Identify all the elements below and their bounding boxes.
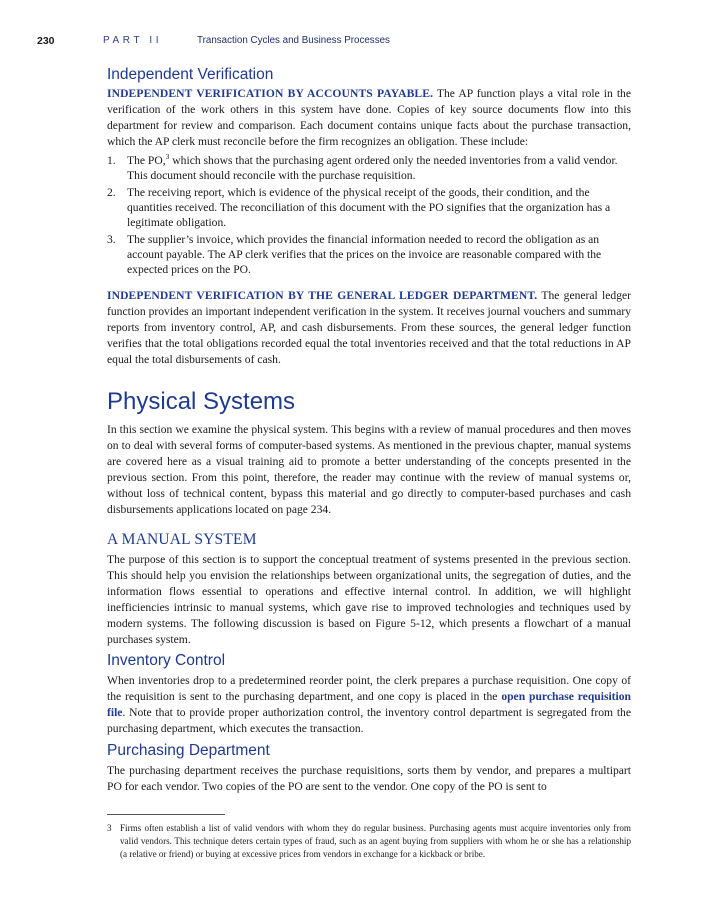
gl-verification-paragraph [107, 288, 631, 368]
independent-verification-section [107, 66, 631, 150]
gl-verification-block [107, 288, 631, 368]
verification-documents-list [107, 153, 631, 279]
section-heading-manual-system: A MANUAL SYSTEM [107, 531, 257, 548]
list-item: 2. The receiving report, which is evidence of the physical receipt of the goods, their condition, and the quantities received. The reconciliation of this document with the PO signifies that the organization has a legitimate obligation. [107, 186, 611, 229]
ap-verification-paragraph [107, 86, 631, 150]
footnote-text: Firms often establish a list of valid vendors with whom they do regular business. Purchasing agents must acquire inventories only from valid vendors. This technique deters certain types of fraud, such as an agent buying from suppliers with whom he or she has a relationship (a relative or friend) or buying at excessive prices from vendors in exchange for a kickback or bribe. [120, 823, 631, 859]
part-label: PART II [103, 35, 163, 46]
section-heading-purchasing-department: Purchasing Department [107, 742, 270, 759]
section-heading-inventory-control: Inventory Control [107, 652, 226, 669]
purchasing-department-paragraph: The purchasing department receives the purchase requisitions, sorts them by vendor, and prepares a multipart PO for each vendor. Two copies of the PO are sent to the vendor. One copy of the PO is sent to [107, 764, 631, 793]
manual-system-paragraph: The purpose of this section is to support the conceptual treatment of systems presented in the previous section. This should help you envision the relationships between organizational units, the segregation of duties, and the information flows essential to operations and effective internal control. In addition, we will highlight inefficiencies intrinsic to manual systems, which gave rise to improved technologies and techniques used by modern systems. The following discussion is based on Figure 5-12, which presents a flowchart of a manual purchases system. [107, 553, 631, 646]
page-number: 230 [37, 35, 55, 47]
section-heading-physical-systems: Physical Systems [107, 388, 296, 415]
footnote-divider [107, 814, 225, 815]
list-item: 3. The supplier’s invoice, which provides the financial information needed to record the obligation as an account payable. The AP clerk verifies that the prices on the invoice are reasonable compared with the expected prices on the PO. [107, 233, 602, 276]
list-item: 1. The PO,$^3$ which shows that the purchasing agent ordered only the needed inventories from a valid vendor. This document should reconcile with the purchase requisition. [107, 152, 618, 182]
footnote [107, 822, 631, 861]
section-heading-independent-verification: Independent Verification [107, 66, 274, 83]
gl-verification-text: The general ledger function provides an important independent verification in the system. It receives journal vouchers and summary reports from inventory control, AP, and cash disbursements. From these sources, the general ledger function verifies that the total obligations recorded equal the total inventories received and that the total reductions in AP equal the total disbursements of cash. [107, 289, 631, 366]
gl-runin-heading: INDEPENDENT VERIFICATION BY THE GENERAL LEDGER DEPARTMENT. [107, 289, 538, 302]
footnote-number: 3 [107, 823, 112, 833]
ap-runin-heading: INDEPENDENT VERIFICATION BY ACCOUNTS PAYABLE. [107, 87, 434, 100]
physical-systems-section [107, 388, 631, 518]
inventory-control-section [107, 652, 631, 737]
footnote-reference[interactable]: 3 [165, 152, 170, 162]
physical-systems-paragraph: In this section we examine the physical system. This begins with a review of manual procedures and then moves on to deal with several forms of computer-based systems. As mentioned in the previous chapter, manual systems are covered here as a visual training aid to promote a better understanding of the concepts presented in the previous section. From this point, therefore, the reader may continue with the review of manual systems or, without loss of technical content, bypass this material and go directly to computer-based purchases and cash disbursements applications located on page 234. [107, 423, 631, 516]
chapter-title: Transaction Cycles and Business Processes [197, 35, 390, 46]
running-header [37, 35, 689, 51]
manual-system-section [107, 531, 631, 648]
inventory-control-paragraph: When inventories drop to a predetermined reorder point, the clerk prepares a purchase requisition. One copy of the requisition is sent to the purchasing department, and one copy is placed in the open purchase requisition file. Note that to provide proper authorization control, the inventory control department is segregated from the purchasing department, which executes the transaction. [107, 674, 632, 735]
key-term: open purchase requisition file [107, 690, 632, 719]
purchasing-department-section [107, 742, 631, 795]
ap-verification-text: The AP function plays a vital role in the verification of the work others in this system have done. Copies of key source documents flow into this department for review and comparison. Each document contains unique facts about the purchase transaction, which the AP clerk must reconcile before the firm recognizes an obligation. These include: [107, 87, 631, 148]
